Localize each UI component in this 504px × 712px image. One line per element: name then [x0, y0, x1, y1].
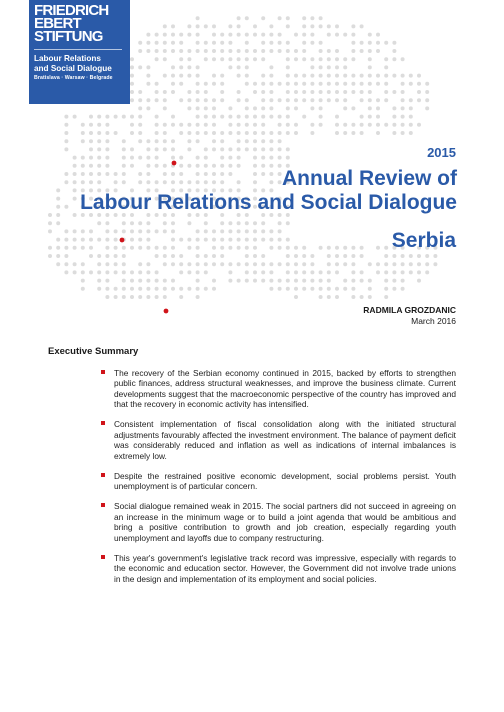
- summary-text: Social dialogue remained weak in 2015. The social partners did not succeed in agreeing on an increase in the minimum wage or to build a joint agenda that would be ambitious and bring a positive contribution to growth and job creation, especially regarding youth unemployment and layoffs due to company restructuring.: [114, 501, 456, 543]
- summary-text: The recovery of the Serbian economy continued in 2015, backed by efforts to strengthen public finances, address structural weaknesses, and improve the business climate. Current developments suggest that the macroeconomic perspective of the country has improved and that the recovery in economic activity has intensified.: [114, 368, 456, 410]
- summary-item: [114, 419, 456, 461]
- summary-text: Despite the restrained positive economic development, social problems persist. Youth unemployment is of particular concern.: [114, 470, 456, 492]
- author-name: RADMILA GROZDANIC: [363, 305, 456, 315]
- fes-logo: [29, 0, 130, 104]
- summary-item: [114, 553, 456, 584]
- logo-line-2: EBERT: [34, 15, 81, 32]
- summary-item: [114, 368, 456, 410]
- logo-line-1: FRIEDRICH: [34, 2, 109, 19]
- publication-date: March 2016: [411, 316, 456, 326]
- bullet-icon: [101, 421, 105, 425]
- title-line-2: Labour Relations and Social Dialogue: [80, 191, 457, 214]
- section-heading: Executive Summary: [48, 346, 139, 357]
- summary-text: This year's government's legislative track record was impressive, especially with regards to the economic and education sector. However, the Government did not involve trade unions in the design and implementation of its employment and social policies.: [114, 552, 456, 584]
- summary-text: Consistent implementation of fiscal consolidation along with the initiated structural adjustments favourably affected the investment environment. The balance of payment deficit was considerably reduced and inflation as well as indications of internal imbalances is extremely low.: [114, 419, 456, 461]
- summary-item: [114, 471, 456, 492]
- bullet-icon: [101, 503, 105, 507]
- logo-line-3: STIFTUNG: [34, 28, 103, 45]
- bullet-icon: [101, 473, 105, 477]
- title-line-1: Annual Review of: [281, 167, 457, 190]
- summary-item: [114, 501, 456, 543]
- logo-divider: [34, 49, 122, 50]
- logo-cities: Bratislava · Warsaw · Belgrade: [34, 75, 113, 81]
- bullet-icon: [101, 555, 105, 559]
- bullet-icon: [101, 370, 105, 374]
- logo-subtitle-2: and Social Dialogue: [34, 63, 112, 73]
- report-year: 2015: [427, 145, 456, 160]
- logo-subtitle-1: Labour Relations: [34, 54, 101, 63]
- country-name: Serbia: [391, 229, 456, 252]
- report-title: [80, 167, 457, 215]
- summary-list: [114, 368, 456, 594]
